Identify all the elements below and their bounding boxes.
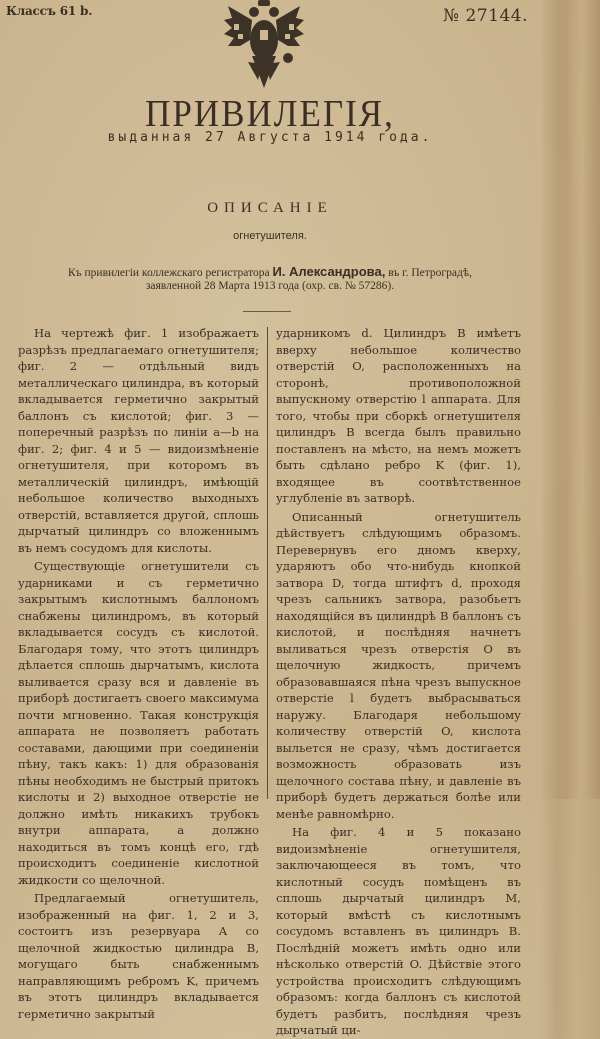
left-column bbox=[18, 325, 259, 1022]
double-headed-eagle-icon bbox=[222, 0, 306, 90]
document-title: ПРИВИЛЕГІЯ, bbox=[145, 92, 395, 135]
applicant-name: И. Александрова, bbox=[272, 264, 386, 279]
patent-class: Классъ 61 b. bbox=[6, 4, 93, 18]
applicant-line bbox=[0, 264, 540, 279]
paragraph: ударникомъ d. Цилиндръ B имѣетъ вверху небольшое количество отверстій O, расположенныхъ на сторонѣ, противоположной выпускному отверстію l аппарата. Для того, чтобы при сборкѣ огнетушителя цилиндръ B всегда былъ правильно поставленъ на мѣсто, на немъ можетъ быть сдѣлано ребро K (фиг. 1), входящее въ соотвѣтственное углубленіе въ затворѣ. bbox=[276, 326, 521, 505]
paragraph: Существующіе огнетушители съ ударниками и съ герметично закрытымъ кислотнымъ баллономъ снабжены цилиндромъ, въ который вкладывается сосудъ съ кислотой. Благодаря тому, что этотъ цилиндръ дѣлается сплошь дырчатымъ, кислота выливается сразу вся и давленіе въ приборѣ достигаетъ своего максимума почти мгновенно. Такая конструкція аппарата не позволяетъ работать составами, дающими при соединеніи пѣну, такъ какъ: 1) для образованія пѣны необходимъ не быстрый притокъ кислоты и 2) выходное отверстіе не должно имѣть никакихъ трубокъ внутри аппарата, а должно находиться въ томъ концѣ его, гдѣ происходитъ соединеніе кислотной жидкости со щелочной. bbox=[18, 559, 259, 887]
applicant-prefix: Къ привилегіи коллежскаго регистратора bbox=[68, 267, 270, 279]
paragraph: На чертежѣ фиг. 1 изображаетъ разрѣзъ предлагаемаго огнетушителя; фиг. 2 — отдѣльный видъ металлическаго цилиндра, въ который вкладывается герметично закрытый баллонъ съ кислотой; фиг. 3 — поперечный разрѣзъ по линіи a—b на фиг. 2; фиг. 4 и 5 — видоизмѣненіе огнетушителя, при которомъ въ металлическій цилиндръ, имѣющій небольшое количество выходныхъ отверстій, вставляется другой, сплошь дырчатый цилиндръ со вложеннымъ въ немъ сосудомъ для кислоты. bbox=[18, 326, 259, 555]
description-heading: ОПИСАНІЕ bbox=[207, 200, 333, 216]
issue-date: выданная 27 Августа 1914 года. bbox=[107, 130, 433, 145]
applicant-city: въ г. Петроградѣ, bbox=[388, 267, 472, 279]
right-column bbox=[276, 325, 521, 1039]
divider bbox=[243, 311, 291, 312]
column-divider bbox=[267, 327, 268, 799]
application-date-line: заявленной 28 Марта 1913 года (охр. св. № 57286). bbox=[145, 280, 395, 292]
patent-number: № 27144. bbox=[443, 6, 528, 26]
page-edge-shadow bbox=[540, 0, 600, 799]
paragraph: На фиг. 4 и 5 показано видоизмѣненіе огнетушителя, заключающееся въ томъ, что кислотный сосудъ помѣщенъ въ сплошь дырчатый цилиндръ M, который вмѣстѣ съ кислотнымъ сосудомъ вставленъ въ цилиндръ B. Послѣдній можетъ имѣть одно или нѣсколько отверстій O. Дѣйствіе этого устройства происходитъ слѣдующимъ образомъ: когда баллонъ съ кислотой будетъ разбитъ, послѣдняя чрезъ дырчатый ци- bbox=[276, 825, 521, 1037]
invention-subject: огнетушителя. bbox=[233, 230, 307, 242]
paragraph: Предлагаемый огнетушитель, изображенный на фиг. 1, 2 и 3, состоитъ изъ резервуара A со щелочной жидкостью цилиндра B, могущаго быть снабженнымъ направляющимъ ребромъ K, причемъ въ этотъ цилиндръ вкладывается герметично закрытый bbox=[18, 891, 259, 1021]
paragraph: Описанный огнетушитель дѣйствуетъ слѣдующимъ образомъ. Перевернувъ его дномъ кверху, ударяютъ обо что-нибудь кнопкой затвора D, тогда штифтъ d, проходя чрезъ сальникъ затвора, разобьетъ находящійся въ цилиндрѣ B баллонъ съ кислотой, и послѣдняя начнетъ выливаться чрезъ отверстія O въ щелочную жидкость, причемъ образовавшаяся пѣна чрезъ выпускное отверстіе l будетъ выбрасываться наружу. Благодаря небольшому количеству отверстій O, кислота выльется не сразу, чѣмъ достигается возможность образовать изъ щелочного состава пѣну, и давленіе въ приборѣ будетъ держаться болѣе или менѣе равномѣрно. bbox=[276, 509, 521, 821]
